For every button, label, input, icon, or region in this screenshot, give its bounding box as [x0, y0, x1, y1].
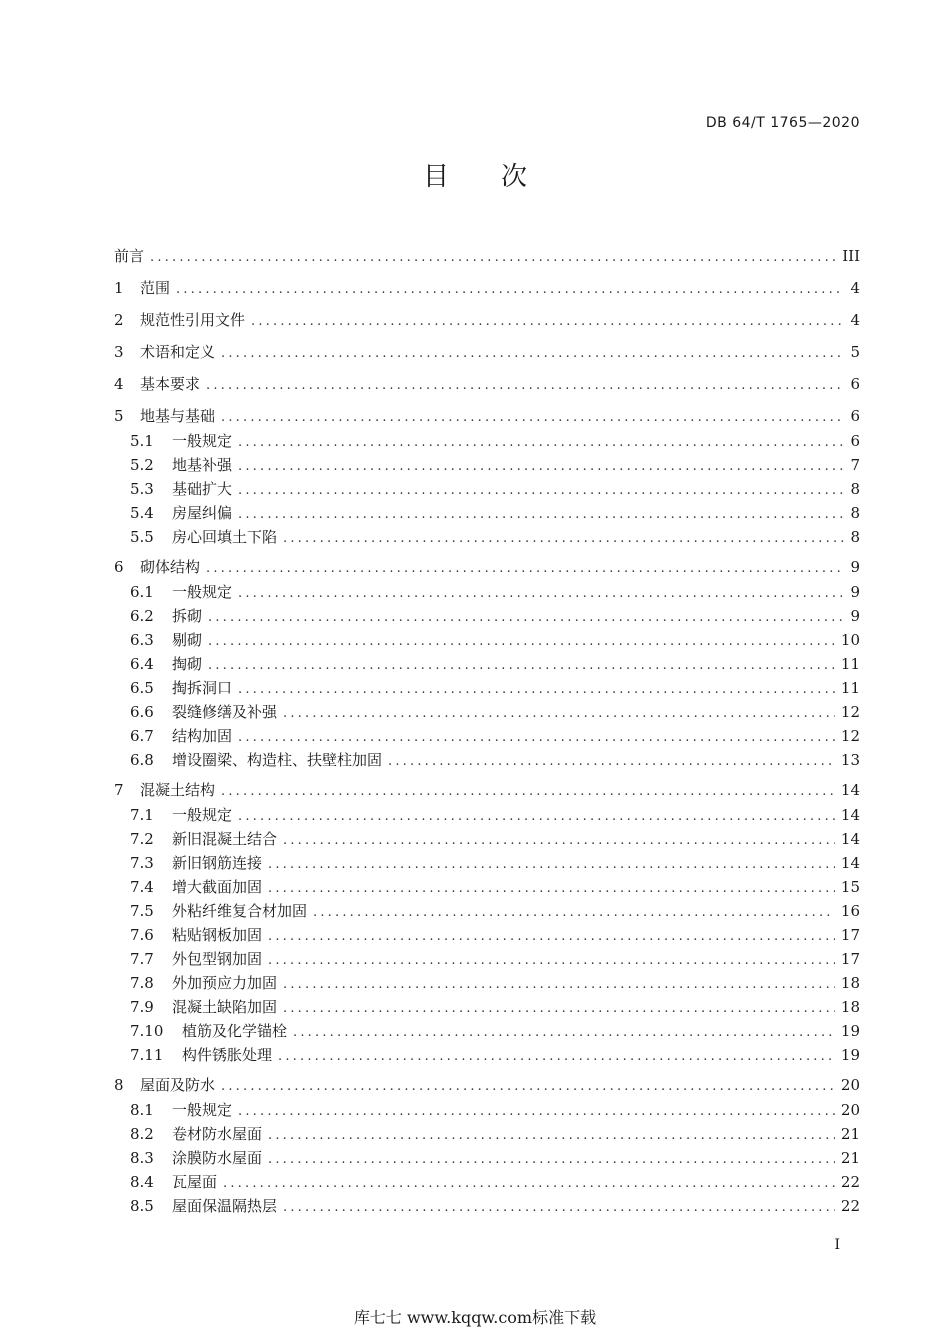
toc-entry-page: 14	[840, 830, 860, 848]
toc-entry-number: 7.6	[130, 926, 154, 944]
toc-leader-dots	[221, 780, 835, 804]
toc-entry-title: 掏拆洞口	[172, 679, 233, 697]
toc-entry-number: 4	[114, 375, 124, 393]
toc-leader-dots	[238, 455, 844, 479]
toc-entry-page: 19	[840, 1046, 860, 1064]
toc-entry[interactable]	[114, 700, 860, 724]
toc-entry-title: 基础扩大	[172, 480, 233, 498]
toc-entry[interactable]	[114, 1146, 860, 1170]
toc-entry[interactable]	[114, 652, 860, 676]
toc-entry-number: 8.4	[130, 1173, 154, 1191]
toc-leader-dots	[251, 310, 844, 334]
toc-entry-title: 屋面及防水	[140, 1076, 216, 1094]
toc-entry-number: 8.3	[130, 1149, 154, 1167]
toc-entry[interactable]	[114, 628, 860, 652]
toc-entry[interactable]	[114, 875, 860, 899]
toc-entry-page: 7	[850, 456, 860, 474]
toc-entry[interactable]	[114, 827, 860, 851]
toc-entry-title: 一般规定	[172, 432, 233, 450]
toc-entry-number: 5	[114, 407, 124, 425]
toc-entry[interactable]	[114, 1170, 860, 1194]
toc-entry-title: 地基与基础	[140, 407, 216, 425]
toc-entry-number: 2	[114, 311, 124, 329]
toc-leader-dots	[283, 997, 835, 1021]
toc-entry-title: 瓦屋面	[172, 1173, 218, 1191]
toc-entry-title: 植筋及化学锚栓	[182, 1022, 288, 1040]
toc-entry[interactable]	[114, 525, 860, 549]
toc-entry-page: 19	[840, 1022, 860, 1040]
toc-leader-dots	[238, 431, 844, 455]
toc-entry-title: 一般规定	[172, 806, 233, 824]
toc-entry-number: 5.4	[130, 504, 154, 522]
toc-entry-number: 7.11	[130, 1046, 164, 1064]
toc-leader-dots	[268, 853, 835, 877]
toc-entry-page: 21	[840, 1125, 860, 1143]
toc-entry-number: 6.1	[130, 583, 154, 601]
toc-entry[interactable]	[114, 580, 860, 604]
toc-entry-number: 8.2	[130, 1125, 154, 1143]
toc-leader-dots	[238, 479, 844, 503]
toc-entry[interactable]	[114, 778, 860, 802]
toc-leader-dots	[283, 973, 835, 997]
toc-entry-title: 外粘纤维复合材加固	[172, 902, 308, 920]
toc-entry-page: 6	[850, 407, 860, 425]
toc-leader-dots	[221, 1075, 835, 1099]
toc-entry-number: 7.10	[130, 1022, 164, 1040]
toc-entry-number: 7.7	[130, 950, 154, 968]
toc-entry-page: 22	[840, 1197, 860, 1215]
toc-entry-page: 9	[850, 583, 860, 601]
toc-entry-number: 8.1	[130, 1101, 154, 1119]
toc-entry-page: 18	[840, 998, 860, 1016]
toc-entry[interactable]	[114, 724, 860, 748]
toc-leader-dots	[238, 805, 835, 829]
toc-entry-number: 7.8	[130, 974, 154, 992]
toc-entry-page: 22	[840, 1173, 860, 1191]
toc-entry-title: 裂缝修缮及补强	[172, 703, 278, 721]
toc-entry[interactable]	[114, 1122, 860, 1146]
toc-leader-dots	[313, 901, 835, 925]
toc-entry-page: 4	[850, 279, 860, 297]
toc-entry-page: 21	[840, 1149, 860, 1167]
page-title-char-2: 次	[501, 162, 528, 192]
toc-leader-dots	[268, 877, 835, 901]
toc-entry-page: 17	[840, 926, 860, 944]
toc-entry-number: 5.3	[130, 480, 154, 498]
toc-entry-page: 12	[840, 703, 860, 721]
toc-entry[interactable]	[114, 429, 860, 453]
toc-entry-title: 术语和定义	[140, 343, 216, 361]
toc-entry-number: 6.8	[130, 751, 154, 769]
toc-entry-number: 7.3	[130, 854, 154, 872]
toc-entry-title: 房屋纠偏	[172, 504, 233, 522]
toc-entry[interactable]	[114, 1043, 860, 1067]
toc-leader-dots	[176, 278, 844, 302]
toc-leader-dots	[208, 606, 844, 630]
toc-entry-title: 掏砌	[172, 655, 203, 673]
toc-entry[interactable]	[114, 555, 860, 579]
toc-entry-title: 一般规定	[172, 1101, 233, 1119]
toc-leader-dots	[150, 246, 836, 270]
toc-leader-dots	[238, 726, 835, 750]
toc-entry[interactable]	[114, 501, 860, 525]
toc-entry-number: 5.5	[130, 528, 154, 546]
toc-entry-number: 6.5	[130, 679, 154, 697]
toc-entry-title: 房心回填土下陷	[172, 528, 278, 546]
toc-entry[interactable]	[114, 604, 860, 628]
toc-entry-title: 前言	[114, 247, 145, 265]
toc-entry-page: 6	[850, 375, 860, 393]
toc-entry[interactable]	[114, 923, 860, 947]
toc-entry-title: 屋面保温隔热层	[172, 1197, 278, 1215]
toc-entry[interactable]	[114, 372, 860, 396]
toc-leader-dots	[206, 374, 844, 398]
toc-entry-number: 6.2	[130, 607, 154, 625]
toc-leader-dots	[238, 503, 844, 527]
footer-watermark: 库七七 www.kqqw.com标准下载	[353, 1308, 597, 1327]
toc-entry[interactable]	[114, 276, 860, 300]
toc-entry-page: 15	[840, 878, 860, 896]
toc-leader-dots	[283, 829, 835, 853]
toc-entry-title: 卷材防水屋面	[172, 1125, 263, 1143]
toc-entry-page: 11	[840, 655, 860, 673]
toc-entry-title: 混凝土缺陷加固	[172, 998, 278, 1016]
toc-entry[interactable]	[114, 404, 860, 428]
toc-entry-title: 砌体结构	[140, 558, 201, 576]
toc-entry-title: 粘贴钢板加固	[172, 926, 263, 944]
toc-entry[interactable]	[114, 899, 860, 923]
page-title-char-1: 目	[422, 162, 449, 192]
toc-entry-title: 规范性引用文件	[140, 311, 246, 329]
toc-entry-page: 13	[840, 751, 860, 769]
toc-entry[interactable]	[114, 1098, 860, 1122]
toc-entry-number: 7	[114, 781, 124, 799]
standard-code: DB 64/T 1765—2020	[705, 115, 860, 131]
toc-entry-page: 17	[840, 950, 860, 968]
toc-entry-page: 18	[840, 974, 860, 992]
toc-entry-page: 14	[840, 806, 860, 824]
toc-entry-number: 7.9	[130, 998, 154, 1016]
toc-entry-page: 5	[850, 343, 860, 361]
toc-entry[interactable]	[114, 453, 860, 477]
toc-entry[interactable]	[114, 947, 860, 971]
toc-leader-dots	[208, 630, 835, 654]
toc-entry-title: 增设圈梁、构造柱、扶壁柱加固	[172, 751, 383, 769]
toc-leader-dots	[283, 1196, 835, 1220]
toc-entry-number: 7.1	[130, 806, 154, 824]
toc-leader-dots	[221, 406, 844, 430]
toc-entry-page: 6	[850, 432, 860, 450]
toc-entry-title: 地基补强	[172, 456, 233, 474]
toc-leader-dots	[283, 527, 844, 551]
toc-leader-dots	[221, 342, 844, 366]
toc-entry-title: 混凝土结构	[140, 781, 216, 799]
toc-leader-dots	[206, 557, 844, 581]
toc-entry-title: 增大截面加固	[172, 878, 263, 896]
toc-leader-dots	[238, 678, 835, 702]
page-number: I	[834, 1237, 840, 1253]
toc-entry-page: 14	[840, 781, 860, 799]
toc-leader-dots	[388, 750, 835, 774]
toc-entry-page: 8	[850, 504, 860, 522]
toc-entry-title: 外包型钢加固	[172, 950, 263, 968]
toc-leader-dots	[268, 1148, 835, 1172]
page-title	[0, 156, 950, 193]
toc-entry[interactable]	[114, 803, 860, 827]
toc-entry-title: 新旧钢筋连接	[172, 854, 263, 872]
toc-entry-page: 20	[840, 1076, 860, 1094]
toc-entry-title: 外加预应力加固	[172, 974, 278, 992]
toc-entry-page: 12	[840, 727, 860, 745]
toc-leader-dots	[268, 925, 835, 949]
toc-entry-number: 3	[114, 343, 124, 361]
toc-entry-number: 1	[114, 279, 124, 297]
toc-entry-title: 范围	[140, 279, 171, 297]
toc-entry[interactable]	[114, 477, 860, 501]
toc-entry[interactable]	[114, 676, 860, 700]
toc-entry-number: 6.6	[130, 703, 154, 721]
toc-entry[interactable]	[114, 995, 860, 1019]
toc-entry[interactable]	[114, 244, 860, 268]
toc-entry-number: 6.3	[130, 631, 154, 649]
toc-entry[interactable]	[114, 1194, 860, 1218]
toc-entry-number: 5.1	[130, 432, 154, 450]
toc-entry-number: 7.2	[130, 830, 154, 848]
toc-entry-title: 一般规定	[172, 583, 233, 601]
toc-leader-dots	[278, 1045, 835, 1069]
toc-entry[interactable]	[114, 971, 860, 995]
toc-entry-page: 9	[850, 558, 860, 576]
toc-entry-page: 4	[850, 311, 860, 329]
toc-entry-number: 8	[114, 1076, 124, 1094]
toc-leader-dots	[208, 654, 835, 678]
toc-entry-title: 拆砌	[172, 607, 203, 625]
toc-entry-page: 9	[850, 607, 860, 625]
toc-entry-number: 6	[114, 558, 124, 576]
toc-entry-number: 6.7	[130, 727, 154, 745]
toc-entry[interactable]	[114, 1073, 860, 1097]
toc-entry[interactable]	[114, 308, 860, 332]
toc-leader-dots	[238, 1100, 835, 1124]
toc-leader-dots	[293, 1021, 835, 1045]
toc-entry-page: 8	[850, 480, 860, 498]
toc-entry-title: 剔砌	[172, 631, 203, 649]
toc-entry-title: 涂膜防水屋面	[172, 1149, 263, 1167]
toc-entry-page: III	[842, 247, 860, 265]
toc-entry-page: 16	[840, 902, 860, 920]
toc-entry-page: 11	[840, 679, 860, 697]
toc-entry-number: 6.4	[130, 655, 154, 673]
toc-entry-title: 结构加固	[172, 727, 233, 745]
toc-entry-title: 构件锈胀处理	[182, 1046, 273, 1064]
toc-entry-number: 7.5	[130, 902, 154, 920]
toc-entry-number: 7.4	[130, 878, 154, 896]
toc-entry-page: 8	[850, 528, 860, 546]
toc-entry-page: 20	[840, 1101, 860, 1119]
toc-entry-number: 5.2	[130, 456, 154, 474]
toc-entry-number: 8.5	[130, 1197, 154, 1215]
toc-entry-page: 10	[840, 631, 860, 649]
toc-entry[interactable]	[114, 851, 860, 875]
toc-entry[interactable]	[114, 1019, 860, 1043]
toc-leader-dots	[283, 702, 835, 726]
toc-entry-page: 14	[840, 854, 860, 872]
toc-leader-dots	[238, 582, 844, 606]
toc-entry[interactable]	[114, 340, 860, 364]
toc-entry[interactable]	[114, 748, 860, 772]
toc-entry-title: 基本要求	[140, 375, 201, 393]
toc-entry-title: 新旧混凝土结合	[172, 830, 278, 848]
toc-leader-dots	[268, 1124, 835, 1148]
toc-leader-dots	[223, 1172, 835, 1196]
toc-leader-dots	[268, 949, 835, 973]
